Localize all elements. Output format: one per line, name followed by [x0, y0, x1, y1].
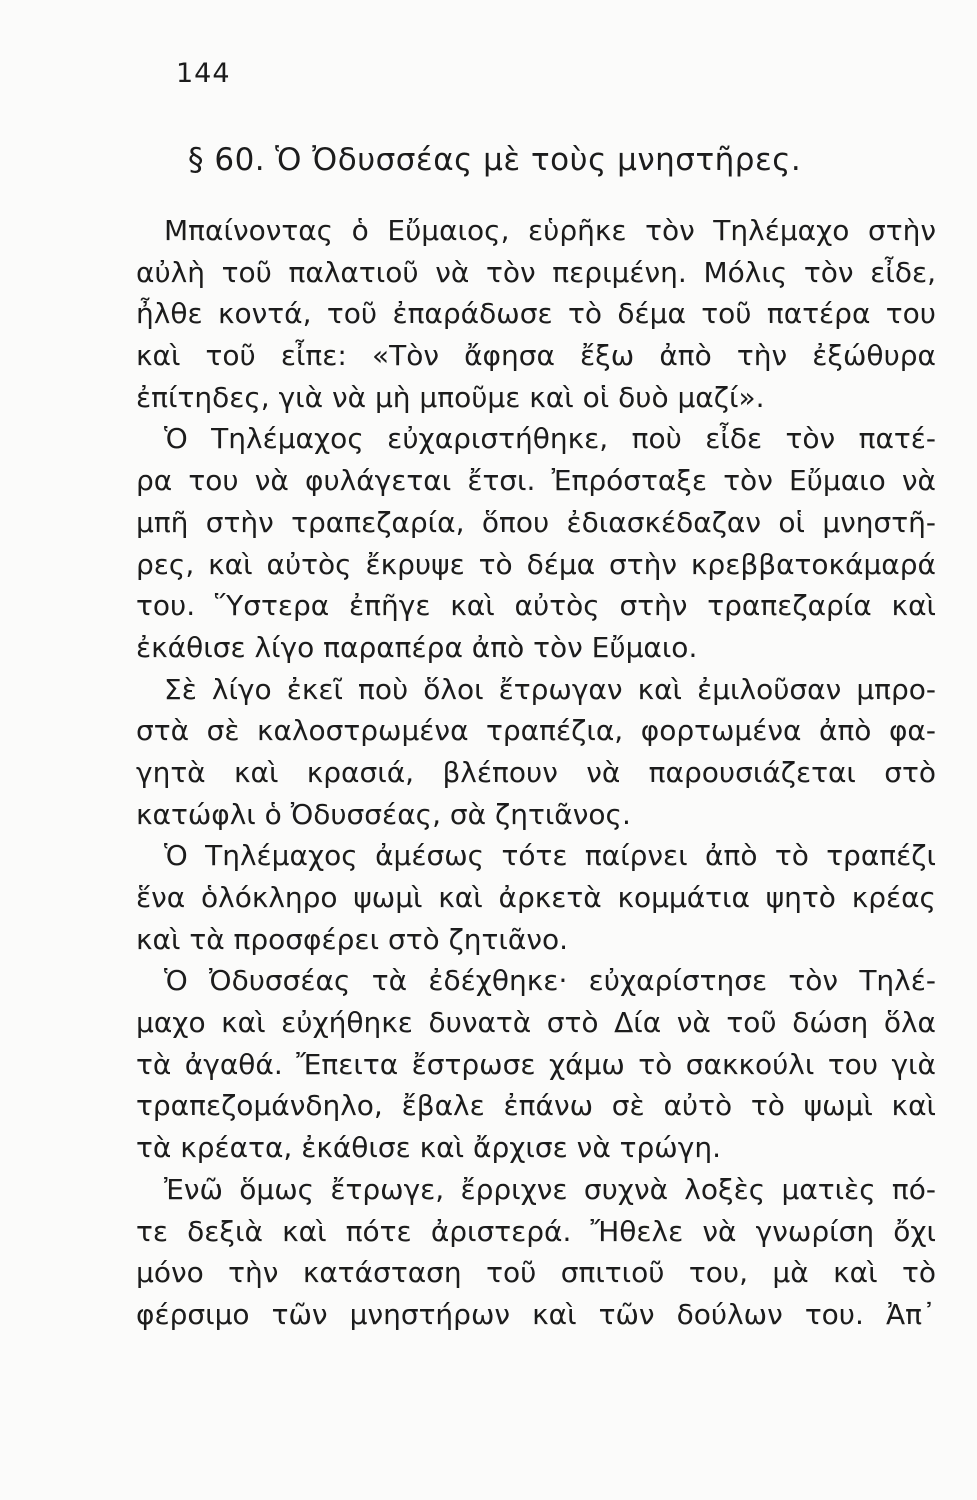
text-line: μαχο καὶ εὐχήθηκε δυνατὰ στὸ Δία νὰ τοῦ δώση ὅλα: [136, 1006, 936, 1040]
text-line: Ἐνῶ ὅμως ἔτρωγε, ἔρριχνε συχνὰ λοξὲς ματιὲς πό-: [164, 1172, 936, 1206]
text-line: του. Ὕστερα ἐπῆγε καὶ αὐτὸς στὴν τραπεζαρία καὶ: [136, 589, 936, 623]
text-line: ρες, καὶ αὐτὸς ἔκρυψε τὸ δέμα στὴν κρεββατοκάμαρά: [136, 547, 936, 581]
text-line: Ὁ Τηλέμαχος εὐχαριστήθηκε, ποὺ εἶδε τὸν πατέ-: [164, 422, 936, 456]
text-line: τραπεζομάνδηλο, ἔβαλε ἐπάνω σὲ αὐτὸ τὸ ψωμὶ καὶ: [136, 1089, 936, 1123]
text-line: τε δεξιὰ καὶ πότε ἀριστερά. Ἤθελε νὰ γνωρίση ὄχι: [136, 1214, 936, 1248]
text-line: Ὁ Ὀδυσσέας τὰ ἐδέχθηκε· εὐχαρίστησε τὸν Τηλέ-: [164, 964, 936, 998]
text-line: ρα του νὰ φυλάγεται ἔτσι. Ἐπρόσταξε τὸν Εὔμαιο νὰ: [136, 464, 936, 498]
text-line: αὐλὴ τοῦ παλατιοῦ νὰ τὸν περιμένη. Μόλις τὸν εἶδε,: [136, 255, 936, 289]
text-line: ἦλθε κοντά, τοῦ ἐπαράδωσε τὸ δέμα τοῦ πατέρα του: [136, 297, 936, 331]
body-text: [136, 210, 936, 1336]
text-line: τὰ κρέατα, ἐκάθισε καὶ ἄρχισε νὰ τρώγη.: [136, 1131, 721, 1165]
text-line: καὶ τὰ προσφέρει στὸ ζητιᾶνο.: [136, 922, 569, 956]
section-number: § 60.: [188, 142, 266, 178]
text-line: στὰ σὲ καλοστρωμένα τραπέζια, φορτωμένα ἀπὸ φα-: [136, 714, 936, 748]
text-line: Ὁ Τηλέμαχος ἀμέσως τότε παίρνει ἀπὸ τὸ τραπέζι: [164, 839, 936, 873]
text-line: ἐκάθισε λίγο παραπέρα ἀπὸ τὸν Εὔμαιο.: [136, 630, 698, 664]
section-heading: [188, 142, 801, 178]
text-line: φέρσιμο τῶν μνηστήρων καὶ τῶν δούλων του. Ἀπ᾽: [136, 1297, 936, 1331]
text-line: Σὲ λίγο ἐκεῖ ποὺ ὅλοι ἔτρωγαν καὶ ἐμιλοῦσαν μπρο-: [164, 672, 936, 706]
section-title: Ὁ Ὀδυσσέας μὲ τοὺς μνηστῆρες.: [275, 142, 802, 178]
text-line: Μπαίνοντας ὁ Εὔμαιος, εὑρῆκε τὸν Τηλέμαχο στὴν: [164, 214, 936, 247]
text-line: ἕνα ὁλόκληρο ψωμὶ καὶ ἀρκετὰ κομμάτια ψητὸ κρέας: [136, 881, 936, 914]
page-number: 144: [176, 58, 231, 89]
text-line: καὶ τοῦ εἶπε: «Τὸν ἄφησα ἔξω ἀπὸ τὴν ἐξώθυρα: [136, 339, 936, 373]
text-line: γητὰ καὶ κρασιά, βλέπουν νὰ παρουσιάζεται στὸ: [136, 755, 936, 789]
text-line: τὰ ἀγαθά. Ἔπειτα ἔστρωσε χάμω τὸ σακκούλι του γιὰ: [136, 1047, 936, 1081]
text-line: ἐπίτηδες, γιὰ νὰ μὴ μποῦμε καὶ οἱ δυὸ μαζί».: [136, 380, 765, 414]
text-line: μόνο τὴν κατάσταση τοῦ σπιτιοῦ του, μὰ καὶ τὸ: [136, 1256, 936, 1290]
text-line: μπῆ στὴν τραπεζαρία, ὅπου ἐδιασκέδαζαν οἱ μνηστῆ-: [136, 505, 936, 539]
text-line: κατώφλι ὁ Ὀδυσσέας, σὰ ζητιᾶνος.: [136, 797, 631, 831]
